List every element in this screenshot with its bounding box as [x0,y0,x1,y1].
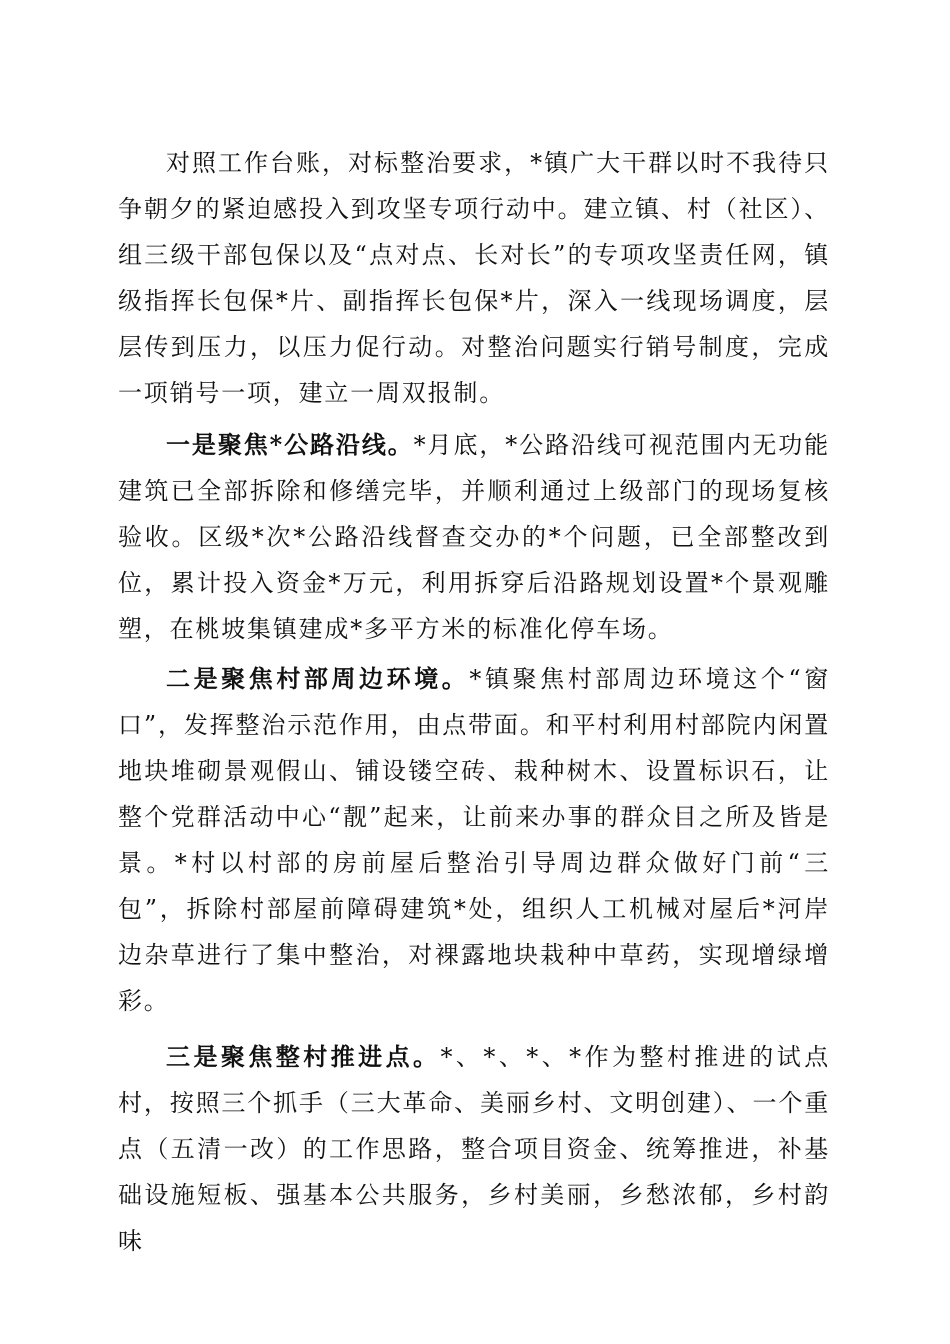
paragraph-lead: 一是聚焦*公路沿线。 [166,430,414,459]
paragraph-text: 对照工作台账，对标整治要求，*镇广大干群以时不我待只争朝夕的紧迫感投入到攻坚专项行动中。建立镇、村（社区）、组三级干部包保以及“点对点、长对长”的专项攻坚责任网，镇级指挥长包保*片、副指挥长包保*片，深入一线现场调度，层层传到压力，以压力促行动。对整治问题实行销号制度，完成一项销号一项，建立一周双报制。 [118,149,830,407]
paragraph-text: *镇聚焦村部周边环境这个“窗口”，发挥整治示范作用，由点带面。和平村利用村部院内闲置地块堆砌景观假山、铺设镂空砖、栽种树木、设置标识石，让整个党群活动中心“靓”起来，让前来办事的群众目之所及皆是景。*村以村部的房前屋后整治引导周边群众做好门前“三包”，拆除村部屋前障碍建筑*处，组织人工机械对屋后*河岸边杂草进行了集中整治，对裸露地块栽种中草药，实现增绿增彩。 [118,665,830,1015]
paragraph-intro [118,140,830,416]
paragraph-text: *、*、*、*作为整村推进的试点村，按照三个抓手（三大革命、美丽乡村、文明创建）、一个重点（五清一改）的工作思路，整合项目资金、统筹推进，补基础设施短板、强基本公共服务，乡村美丽，乡愁浓郁，乡村韵味 [118,1043,830,1255]
paragraph-village-environment [118,656,830,1024]
paragraph-lead: 三是聚焦整村推进点。 [166,1042,441,1071]
paragraph-whole-village [118,1034,830,1264]
paragraph-highway [118,422,830,652]
paragraph-lead: 二是聚焦村部周边环境。 [166,664,470,693]
paragraph-text: *月底，*公路沿线可视范围内无功能建筑已全部拆除和修缮完毕，并顺利通过上级部门的现场复核验收。区级*次*公路沿线督查交办的*个问题，已全部整改到位，累计投入资金*万元，利用拆穿后沿路规划设置*个景观雕塑，在桃坡集镇建成*多平方米的标准化停车场。 [118,431,830,643]
document-body [118,140,830,1274]
